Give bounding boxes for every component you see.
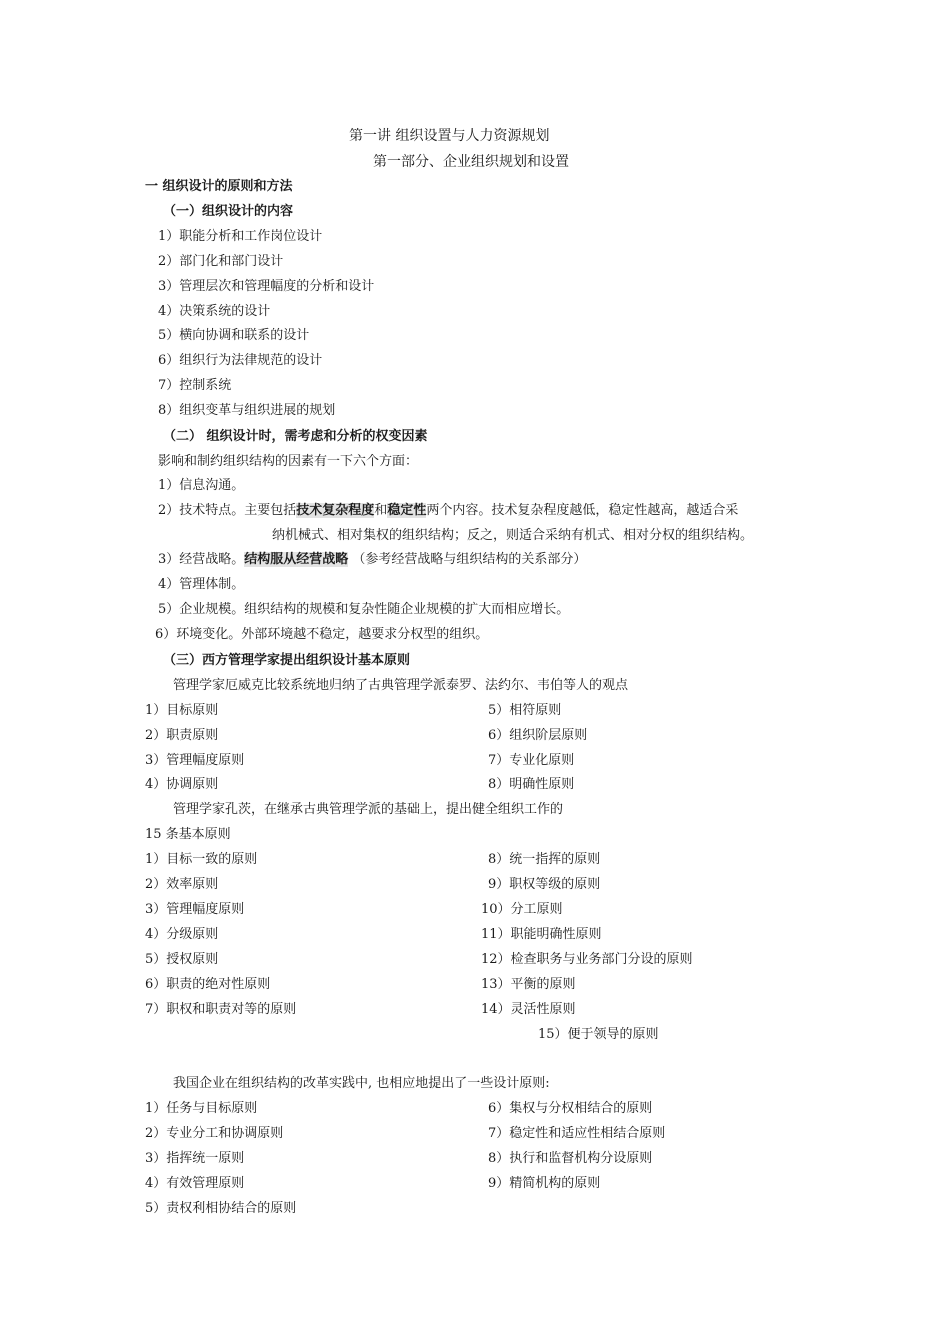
list-item: 2）职责原则 [145, 727, 219, 743]
paragraph: 15 条基本原则 [145, 827, 231, 842]
list-item: 6）集权与分权相结合的原则 [488, 1101, 653, 1116]
highlighted-term: 稳定性 [387, 503, 427, 518]
list-item: 4）协调原则 [145, 777, 219, 793]
list-item: 5）相符原则 [488, 703, 562, 718]
list-item: 5）授权原则 [145, 951, 219, 967]
list-item: 14）灵活性原则 [481, 1001, 576, 1017]
list-item: 3）管理幅度原则 [145, 752, 245, 768]
text-run: 两个内容。技术复杂程度越低，稳定性越高，越适合采 [426, 503, 739, 518]
list-item: 7）稳定性和适应性相结合原则 [488, 1125, 666, 1141]
list-item: 2）效率原则 [145, 876, 219, 892]
list-item: 8）组织变革与组织进展的规划 [158, 402, 336, 418]
list-item: 7）控制系统 [158, 378, 232, 394]
list-item: 7）职权和职责对等的原则 [145, 1001, 297, 1017]
list-item: 1）职能分析和工作岗位设计 [158, 229, 323, 244]
list-item: 2）部门化和部门设计 [158, 253, 284, 269]
list-item: 1）目标一致的原则 [145, 852, 258, 867]
list-item: 4）决策系统的设计 [158, 303, 271, 319]
list-item: 1）信息沟通。 [158, 478, 245, 493]
subsection-heading: （一）组织设计的内容 [163, 204, 294, 219]
list-item: 10）分工原则 [481, 901, 563, 917]
paragraph: 我国企业在组织结构的改革实践中, 也相应地提出了一些设计原则: [173, 1076, 550, 1091]
subsection-heading: （三）西方管理学家提出组织设计基本原则 [163, 653, 411, 668]
list-item: 8）执行和监督机构分设原则 [488, 1150, 653, 1166]
list-item: 6）环境变化。外部环境越不稳定，越要求分权型的组织。 [155, 627, 489, 642]
list-item: 8）统一指挥的原则 [488, 852, 601, 867]
list-item: 9）精简机构的原则 [488, 1175, 601, 1191]
list-item: 9）职权等级的原则 [488, 876, 601, 892]
list-item: 1）目标原则 [145, 703, 219, 718]
text-run: 3）经营战略。 [158, 552, 245, 567]
subsection-heading: （二） 组织设计时，需考虑和分析的权变因素 [163, 429, 428, 444]
list-item: 13）平衡的原则 [481, 976, 576, 992]
list-item: 12）检查职务与业务部门分设的原则 [481, 951, 693, 967]
section-heading: 一 组织设计的原则和方法 [145, 179, 293, 194]
list-item: 15）便于领导的原则 [538, 1027, 659, 1042]
list-item: 4）管理体制。 [158, 577, 245, 592]
page-subtitle: 第一部分、企业组织规划和设置 [373, 154, 569, 170]
list-item: 6）职责的绝对性原则 [145, 976, 271, 992]
list-item: 5）企业规模。组织结构的规模和复杂性随企业规模的扩大而相应增长。 [158, 602, 570, 617]
list-item: 11）职能明确性原则 [481, 926, 602, 942]
paragraph: 影响和制约组织结构的因素有一下六个方面： [158, 454, 419, 469]
list-item [158, 551, 586, 569]
page-title: 第一讲 组织设置与人力资源规划 [349, 128, 550, 144]
highlighted-term: 技术复杂程度 [296, 503, 375, 518]
list-item: 1）任务与目标原则 [145, 1101, 258, 1116]
paragraph: 管理学家厄威克比较系统地归纳了古典管理学派泰罗、法约尔、韦伯等人的观点 [173, 678, 629, 693]
list-item: 2）专业分工和协调原则 [145, 1125, 284, 1141]
list-item-continuation: 纳机械式、相对集权的组织结构；反之，则适合采纳有机式、相对分权的组织结构。 [272, 528, 754, 543]
list-item: 3）管理幅度原则 [145, 901, 245, 917]
list-item: 4）分级原则 [145, 926, 219, 942]
list-item: 8）明确性原则 [488, 777, 575, 793]
list-item [158, 502, 738, 520]
text-run: 和 [374, 503, 388, 518]
list-item: 3）管理层次和管理幅度的分析和设计 [158, 278, 375, 294]
list-item: 6）组织阶层原则 [488, 727, 588, 743]
highlighted-term: 结构服从经营战略 [244, 552, 349, 567]
text-run: 2）技术特点。主要包括 [158, 503, 297, 518]
text-run: （参考经营战略与组织结构的关系部分） [348, 552, 587, 567]
list-item: 5）横向协调和联系的设计 [158, 328, 310, 344]
list-item: 7）专业化原则 [488, 752, 575, 768]
paragraph: 管理学家孔茨，在继承古典管理学派的基础上，提出健全组织工作的 [173, 802, 564, 817]
list-item: 3）指挥统一原则 [145, 1150, 245, 1166]
list-item: 6）组织行为法律规范的设计 [158, 353, 323, 369]
list-item: 4）有效管理原则 [145, 1175, 245, 1191]
list-item: 5）责权利相协结合的原则 [145, 1200, 297, 1216]
